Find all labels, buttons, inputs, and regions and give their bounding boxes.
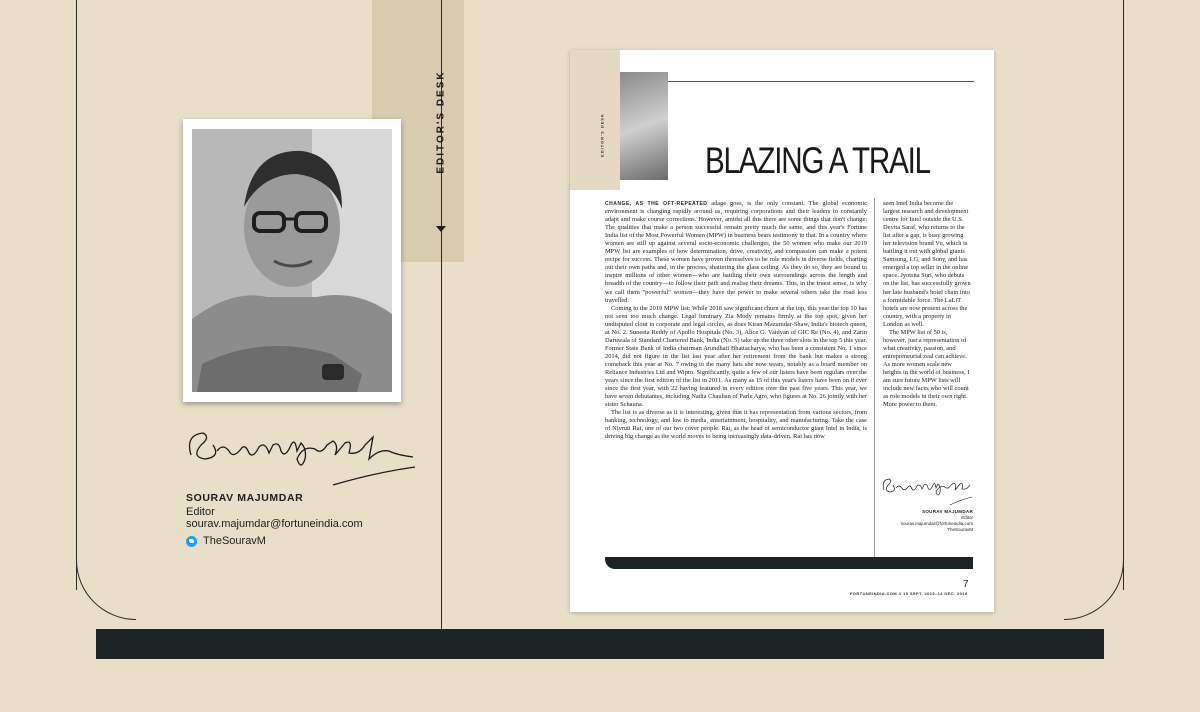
page-author-block <box>880 509 973 533</box>
article-title: BLAZING A TRAIL <box>705 140 930 181</box>
arrow-down-icon <box>436 226 446 232</box>
paragraph: seen Intel India become the largest research and development centre for Intel outside the U.S. Devita Saraf, who returns to the list after a gap, is busy growing her television brand Vu, which is battling it out with global giants Samsung, LG, and Sony, and has emerged a top seller in the online space. Jyotsna Suri, who debuts on the list, has successfully grown her late husband's hotel chain into a formidable force. The LaLiT hotels are now present across the country, with a property in London as well. <box>883 200 971 328</box>
article-lead-in: CHANGE, AS THE OFT-REPEATED <box>605 201 708 207</box>
signature-image <box>183 415 423 490</box>
page-footer: FORTUNEINDIA.COM // 15 SEPT. 2019–14 DEC. 2019 <box>850 591 968 596</box>
author-role: Editor <box>186 506 215 518</box>
page-number: 7 <box>963 579 969 590</box>
section-label: EDITOR'S DESK <box>435 70 447 174</box>
page-section-label: EDITOR'S DESK <box>599 113 605 157</box>
frame-border-left <box>76 0 77 590</box>
article-column-2 <box>883 200 971 409</box>
author-name: SOURAV MAJUMDAR <box>186 492 304 504</box>
page-signature-image <box>880 470 975 510</box>
paragraph: Coming to the 2019 MPW list: While 2018 saw significant churn at the top, this year the top 10 has not seen too much change. Legal luminary Zia Mody remains firmly at the top spot, given her undisputed clout in corporate and legal circles, as does Kiran Mazumdar-Shaw, India's biotech queen, at No. 2. Suneeta Reddy of Apollo Hospitals (No. 3), Alice G. Vaidyan of GIC Re (No. 4), and Zarin Daruwala of Standard Chartered Bank, India (No. 5) take up the three other slots in the top 5 this year. Former State Bank of India chairman Arundhati Bhattacharya, who has been a consistent No. 1 since 2014, did not figure in the list last year after her retirement from the bank but makes a strong comeback this year at No. 7 owing to the many hats she now wears, notably as a board member on Reliance Industries Ltd and Wipro. Significantly, quite a few of our listers have been regulars over the years since the first edition of the list in 2011. As many as 15 of this year's listers have been on it ever since the first year, with 22 having featured in every edition over the past five years. This year, we have seven debutantes, including Nadia Chauhan of Parle Agro, who figures at No. 26 jointly with her sister Schauna. <box>605 304 867 409</box>
bottom-dark-band <box>96 629 1104 659</box>
twitter-handle: TheSouravM <box>203 535 266 547</box>
editor-portrait <box>192 129 392 392</box>
page-top-rule <box>668 81 974 82</box>
author-twitter-link[interactable] <box>186 535 266 547</box>
page-author-twitter: TheSouravM <box>947 527 973 532</box>
paragraph: adage goes, is the only constant. The global economic environment is changing rapidly around us, requiring corporations and their leaders to constantly adapt and make course corrections. However, amidst all this there are some things that don't change: The qualities that make a person successful remain pretty much the same, and this year's Fortune India list of the Most Powerful Women (MPW) in business bears testimony to that. In a country where women are still up against several socio-economic challenges, the 50 women who make our 2019 MPW list are examples of how determination, drive, creativity, and compassion can make a potent recipe for success. These women have proven themselves to be role models in diverse fields, charting out their own paths and, in the process, shattering the glass ceiling. As they do so, they are bound to inspire millions of other women—who are battling their own surroundings across the length and breadth of the country—to follow their path and realise their dreams. This, in the truest sense, is why we call them "powerful" women—they have the power to make several others take the road less travelled. <box>605 200 867 304</box>
page-author-email: sourav.majumdar@fortuneindia.com <box>900 521 973 526</box>
page-author-role: Editor <box>961 515 973 520</box>
frame-corner-right <box>1064 560 1124 620</box>
article-column-1 <box>605 200 867 441</box>
frame-corner-left <box>76 560 136 620</box>
magazine-page <box>570 50 994 612</box>
page-accent-block <box>570 50 620 190</box>
frame-border-right <box>1123 0 1124 590</box>
portrait-illustration <box>192 129 392 392</box>
column-divider <box>874 198 875 558</box>
page-editor-photo <box>620 72 668 180</box>
author-email-link[interactable]: sourav.majumdar@fortuneindia.com <box>186 518 363 530</box>
page-bottom-bar <box>605 557 973 569</box>
twitter-bird-icon <box>186 536 197 547</box>
paragraph: The list is as diverse as it is interesting, given that it has representation from various sectors, from banking, technology, and law to media, entertainment, hospitality, and manufacturing. Take the case of Nivruti Rai, one of our two cover people. Rai, as the head of semiconductor giant Intel in India, is driving big change as the world moves to being increasingly data-driven. Rai has now <box>605 409 867 441</box>
paragraph: The MPW list of 50 is, however, just a representation of what creativity, passion, and entrepreneurial zeal can achieve. As more women scale new heights in the world of business, I am sure future MPW lists will include new faces who will count as role models in their own right. More power to them. <box>883 328 970 409</box>
page-author-name: SOURAV MAJUMDAR <box>922 509 973 514</box>
editor-photo-card <box>183 119 401 402</box>
